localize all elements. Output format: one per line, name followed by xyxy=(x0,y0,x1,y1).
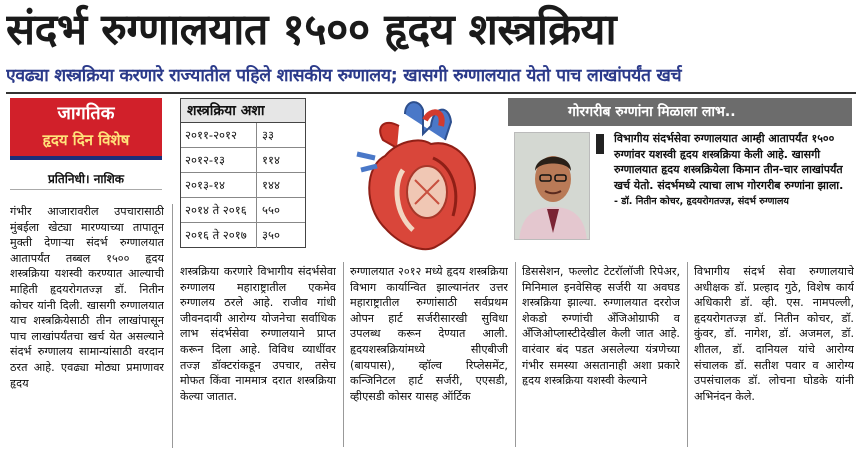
table-row xyxy=(181,173,305,198)
quote-box-header: गोरगरीब रुग्णांना मिळाला लाभ.. xyxy=(508,98,852,126)
column-text: शस्त्रक्रिया करणारे विभागीय संदर्भसेवा रुग्णालय महाराष्ट्रातील एकमेव रुग्णालय ठरले आहे. राजीव गांधी जीवनदायी आरोग्य योजनेचा सर्वाधिक लाभ संदर्भसेवा रुग्णालयाने प्राप्त करून दिला आहे. विविध व्याधींवर तज्ज्ञ डॉक्टरांकडून उपचार, तसेच मोफत किंवा नाममात्र दरात शस्त्रक्रिया केल्या जातात. xyxy=(180,265,336,403)
table-year: २०१२-१३ xyxy=(181,148,257,172)
column-text: विभागीय संदर्भ सेवा रुग्णालयाचे अधीक्षक डॉ. प्रल्हाद गुठे, विशेष कार्य अधिकारी डॉ. व्ही. एस. नामपल्ली, हृदयरोगतज्ज्ञ डॉ. नितीन कोचर, डॉ. कुंवर, डॉ. नागेश, डॉ. अजमल, डॉ. शीतल, डॉ. दानियल यांचे आरोग्य संचालक डॉ. सतीश पवार व आरोग्य उपसंचालक डॉ. लोचना घोडके यांनी अभिनंदन केले. xyxy=(694,265,854,403)
table-row xyxy=(181,223,305,248)
table-row xyxy=(181,148,305,173)
header-divider xyxy=(6,92,856,94)
article-column-5 xyxy=(694,264,854,448)
article-column-1 xyxy=(10,204,164,448)
heart-illustration xyxy=(345,96,495,256)
column-text: गंभीर आजारावरील उपचारासाठी मुंबईला खेट्या मारण्याच्या तापातून मुक्ती देणाऱ्या संदर्भ रुग्णालयात आतापर्यंत तब्बल १५०० हृदय शस्त्रक्रिया यशस्वी करण्यात आल्याची माहिती हृदयरोगतज्ज्ञ डॉ. नितीन कोचर यांनी दिली. खासगी रुग्णालयात याच शस्त्रक्रियेसाठी तीन लाखांपासून पाच लाखांपर्यंतचा खर्च येत असल्याने संदर्भ रुग्णालय सामान्यांसाठी वरदान ठरत आहे. एवढ्या मोठ्या प्रमाणावर हृदय xyxy=(10,205,164,390)
table-count: ११४ xyxy=(262,153,280,167)
article-column-2 xyxy=(180,264,336,448)
table-row xyxy=(181,198,305,223)
table-count: ३५० xyxy=(262,228,280,242)
column-text: डिससेशन, फल्लोट टेटरॉलॉजी रिपेअर, मिनिमाल इनवेसिव्ह सर्जरी या अवघड शस्त्रक्रिया झाल्या. रुग्णालयात दररोज शेकडो रुग्णांची अँजिओग्राफी व अँजिओप्लास्टीदेखील केली जात आहे. वारंवार बंद पडत असलेल्या यंत्रणेच्या गंभीर समस्या असतानाही अशा प्रकारे हृदय शस्त्रक्रिया यशस्वी केल्याने xyxy=(522,265,680,388)
doctor-photo xyxy=(514,132,590,240)
table-count: १४४ xyxy=(262,178,280,192)
badge-line2: हृदय दिन विशेष xyxy=(42,131,130,149)
column-divider xyxy=(515,262,516,447)
article-column-3 xyxy=(350,264,508,448)
badge-line1: जागतिक xyxy=(57,103,115,124)
column-divider xyxy=(172,204,173,448)
subheadline: एवढ्या शस्त्रक्रिया करणारे राज्यातील पहिले शासकीय रुग्णालय; खासगी रुग्णालयात येतो पाच लाखांपर्यंत खर्च xyxy=(6,66,682,86)
table-title: शस्त्रक्रिया अशा xyxy=(181,99,305,123)
table-year: २०११-२०१२ xyxy=(181,123,257,147)
quote-mark-icon xyxy=(596,134,604,154)
column-divider xyxy=(343,262,344,447)
article-column-4 xyxy=(522,264,680,448)
table-row xyxy=(181,123,305,148)
column-divider xyxy=(687,262,688,447)
headline: संदर्भ रुग्णालयात १५०० हृदय शस्त्रक्रिया xyxy=(6,5,617,55)
table-count: ५५० xyxy=(262,203,280,217)
quote-signature: - डॉ. नितीन कोचर, हृदयरोगतज्ज्ञ, संदर्भ रुग्णालय xyxy=(614,196,789,207)
doctor-quote xyxy=(614,131,850,243)
table-year: २०१६ ते २०१७ xyxy=(181,223,257,248)
byline: प्रतिनिधी। नाशिक xyxy=(10,170,162,190)
special-badge xyxy=(10,98,162,160)
surgery-stats-table xyxy=(180,98,306,248)
table-year: २०१४ ते २०१६ xyxy=(181,198,257,222)
table-count: ३३ xyxy=(262,128,274,142)
table-year: २०१३-१४ xyxy=(181,173,257,197)
quote-text: विभागीय संदर्भसेवा रुग्णालयात आम्ही आतापर्यंत १५०० रुग्णांवर यशस्वी हृदय शस्त्रक्रिया केली आहे. खासगी रुग्णालयात हृदय शस्त्रक्रियेला किमान तीन-चार लाखांपर्यंत खर्च येतो. संदर्भमध्ये त्याचा लाभ गोरगरीब रुग्णांना झाला. xyxy=(614,132,844,192)
column-text: रुग्णालयात २०१२ मध्ये हृदय शस्त्रक्रिया विभाग कार्यान्वित झाल्यानंतर उत्तर महाराष्ट्रातील रुग्णांसाठी सर्वप्रथम ओपन हार्ट सर्जरीसारखी सुविधा उपलब्ध करून देण्यात आली. हृदयशस्त्रक्रियांमध्ये सीएबीजी (बायपास), व्हॉल्व रिप्लेसमेंट, कन्जिनिटल हार्ट सर्जरी, एएसडी, व्हीएसडी कोसर यासह ऑर्टिक xyxy=(350,265,508,403)
